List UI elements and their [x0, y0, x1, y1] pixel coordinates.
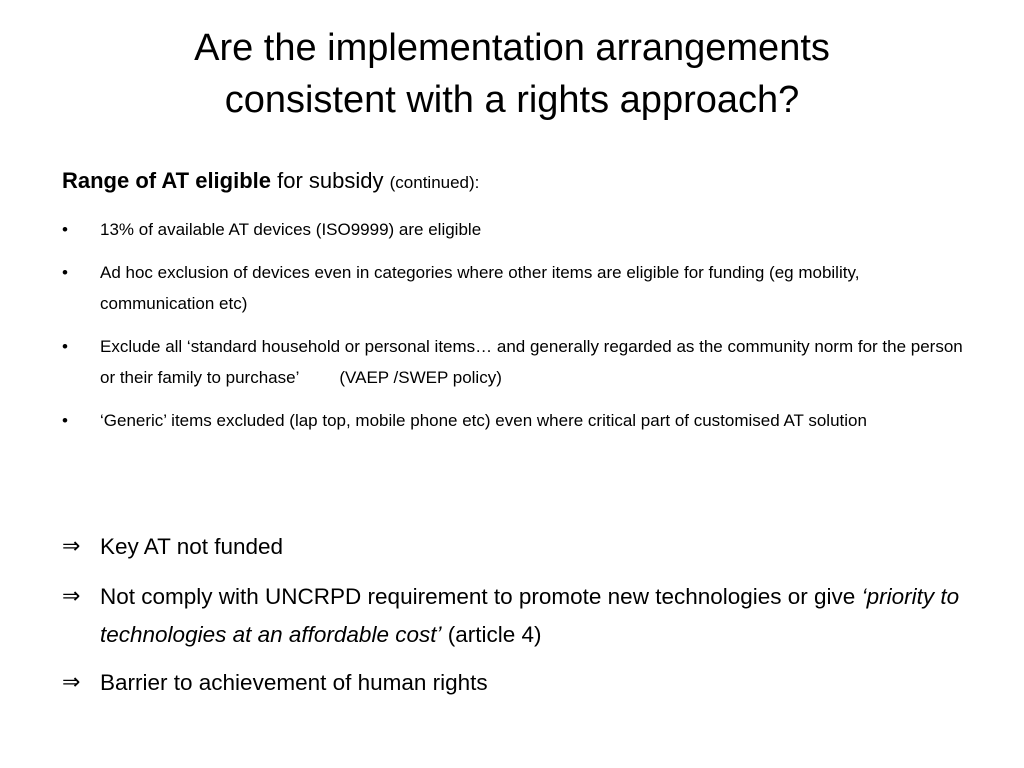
heading-bold: Range of AT eligible — [62, 168, 272, 193]
bullet-text: ‘Generic’ items excluded (lap top, mobile phone etc) even where critical part of customised AT solution — [100, 411, 867, 430]
bullet-suffix: (VAEP /SWEP policy) — [339, 368, 502, 387]
heading-small: (continued): — [389, 173, 480, 192]
list-item — [62, 331, 972, 393]
implies-arrow-icon: ⇒ — [62, 534, 81, 559]
title-line-1: Are the implementation arrangements — [194, 27, 830, 69]
bullet-icon: • — [62, 337, 68, 356]
title-line-2: consistent with a rights approach? — [224, 79, 800, 121]
section-heading — [62, 166, 479, 198]
conclusion-item — [62, 578, 972, 654]
bullet-text: 13% of available AT devices (ISO9999) are eligible — [100, 220, 482, 239]
conclusion-text-after: (article 4) — [441, 622, 542, 647]
conclusion-item — [62, 664, 972, 702]
implies-arrow-icon: ⇒ — [62, 670, 81, 695]
implies-arrow-icon: ⇒ — [62, 584, 81, 609]
bullet-icon: • — [62, 411, 68, 430]
conclusion-text: Not comply with UNCRPD requirement to promote new technologies or give — [100, 584, 862, 609]
conclusion-item — [62, 528, 972, 566]
conclusion-list — [62, 528, 972, 719]
list-item — [62, 214, 972, 245]
bullet-icon: • — [62, 220, 68, 239]
list-item — [62, 405, 972, 436]
conclusion-text: Key AT not funded — [100, 534, 284, 559]
slide-title — [60, 22, 964, 126]
bullet-icon: • — [62, 263, 68, 282]
bullet-text: Ad hoc exclusion of devices even in categories where other items are eligible for funding (eg mobility, communication etc) — [100, 263, 860, 313]
conclusion-italic-quote: ‘priority to technologies at an affordable cost’ — [100, 584, 960, 647]
heading-normal: for subsidy — [271, 168, 390, 193]
bullet-text: Exclude all ‘standard household or personal items… and generally regarded as the community norm for the person or their family to purchase’ — [100, 337, 963, 387]
conclusion-text: Barrier to achievement of human rights — [100, 670, 488, 695]
bullet-list — [62, 214, 972, 448]
list-item — [62, 257, 972, 319]
